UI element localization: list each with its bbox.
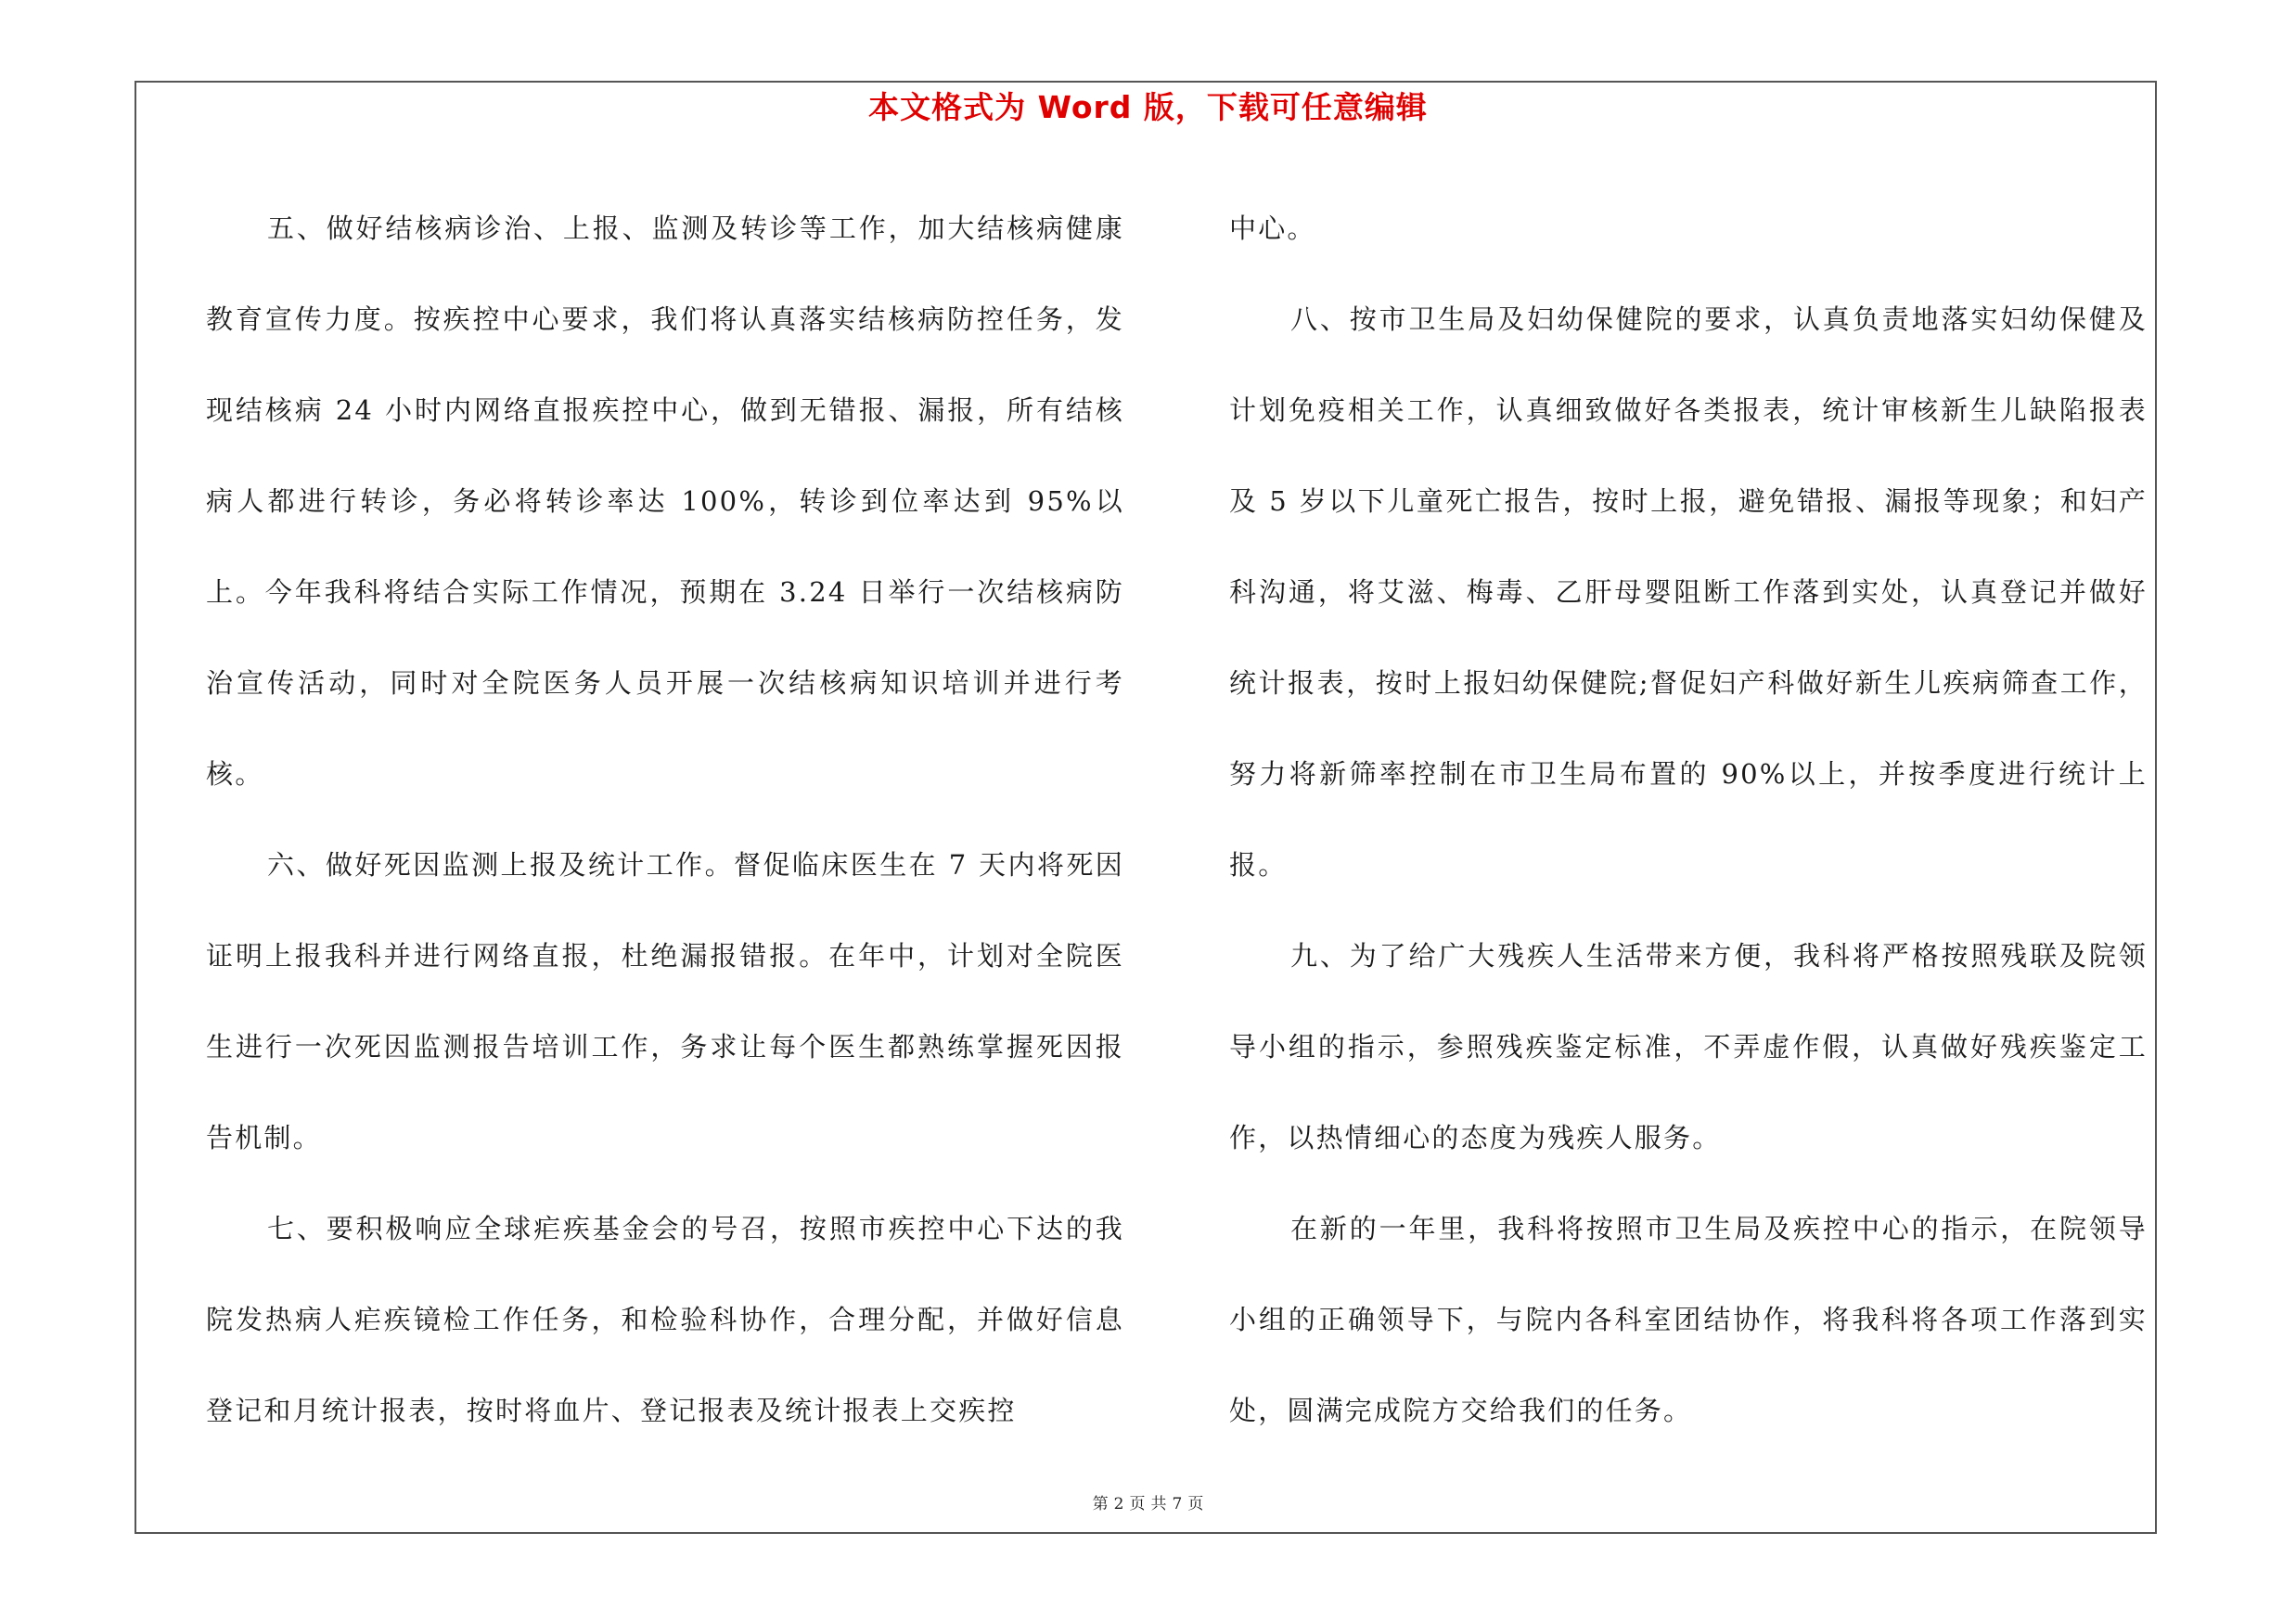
paragraph-8: 八、按市卫生局及妇幼保健院的要求，认真负责地落实妇幼保健及计划免疫相关工作，认真细致做好各类报表，统计审核新生儿缺陷报表及 5 岁以下儿童死亡报告，按时上报，避免错报、漏报等现象；和妇产科沟通，将艾滋、梅毒、乙肝母婴阻断工作落到实处，认真登记并做好统计报表，按时上报妇幼保健院;督促妇产科做好新生儿疾病筛查工作，努力将新筛率控制在市卫生局布置的 90%以上，并按季度进行统计上报。 [1229, 303, 2148, 881]
paragraph-9: 九、为了给广大残疾人生活带来方便，我科将严格按照残联及院领导小组的指示，参照残疾鉴定标准，不弄虚作假，认真做好残疾鉴定工作，以热情细心的态度为残疾人服务。 [1229, 940, 2148, 1153]
footer-page-word: 页 [1129, 1495, 1146, 1514]
paragraph-closing: 在新的一年里，我科将按照市卫生局及疾控中心的指示，在院领导小组的正确领导下，与院内各科室团结协作，将我科将各项工作落到实处，圆满完成院方交给我们的任务。 [1229, 1213, 2148, 1426]
paragraph-5: 五、做好结核病诊治、上报、监测及转诊等工作，加大结核病健康教育宣传力度。按疾控中心要求，我们将认真落实结核病防控任务，发现结核病 24 小时内网络直报疾控中心，做到无错报、漏报，所有结核病人都进行转诊，务必将转诊率达 100%，转诊到位率达到 95%以上。今年我科将结合实际工作情况，预期在 3.24 日举行一次结核病防治宣传活动，同时对全院医务人员开展一次结核病知识培训并进行考核。 [206, 213, 1124, 790]
left-column [206, 183, 1124, 1426]
paragraph-6: 六、做好死因监测上报及统计工作。督促临床医生在 7 天内将死因证明上报我科并进行网络直报，杜绝漏报错报。在年中，计划对全院医生进行一次死因监测报告培训工作，务求让每个医生都熟练掌握死因报告机制。 [206, 849, 1124, 1153]
footer-suffix: 页 [1187, 1495, 1204, 1514]
page-footer [0, 1493, 2296, 1515]
footer-total-prefix: 共 [1150, 1495, 1167, 1514]
total-page-count: 7 [1172, 1495, 1183, 1514]
current-page-number: 2 [1113, 1495, 1124, 1514]
paragraph-7-continuation: 中心。 [1229, 213, 1316, 244]
right-column [1229, 183, 2148, 1426]
paragraph-7: 七、要积极响应全球疟疾基金会的号召，按照市疾控中心下达的我院发热病人疟疾镜检工作任务，和检验科协作，合理分配，并做好信息登记和月统计报表，按时将血片、登记报表及统计报表上交疾控 [206, 1213, 1124, 1426]
format-notice-banner: 本文格式为 Word 版，下载可任意编辑 [868, 89, 1428, 125]
footer-prefix: 第 [1092, 1495, 1109, 1514]
